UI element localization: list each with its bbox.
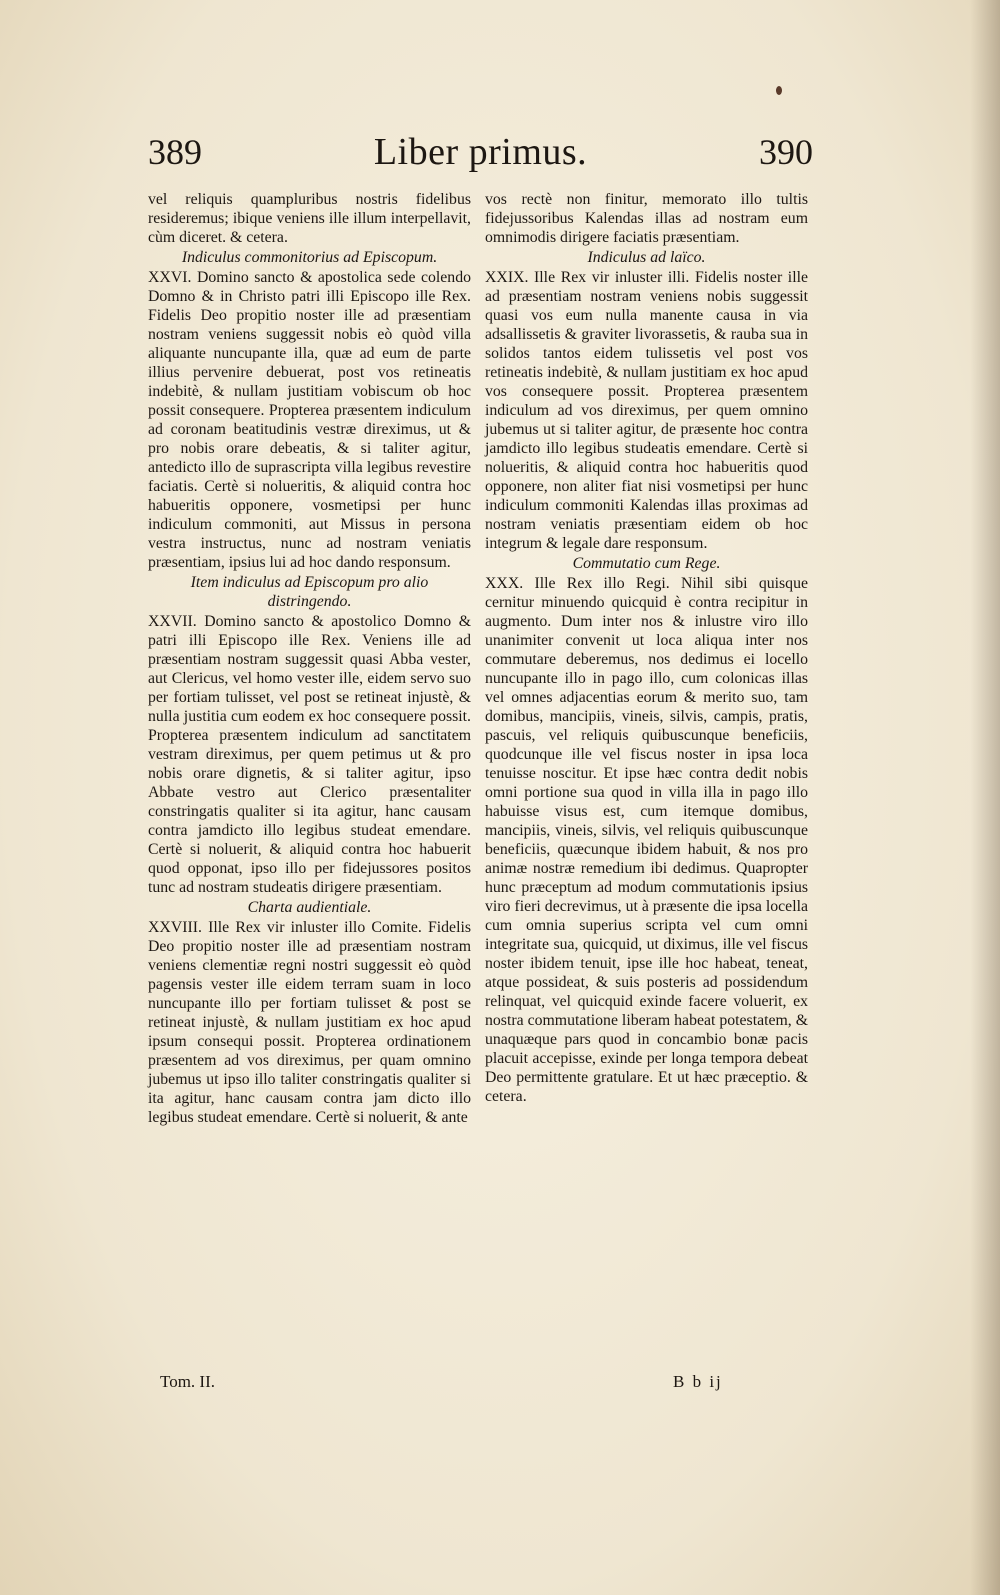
page-number-left: 389 <box>148 132 202 172</box>
left-column <box>148 190 471 1127</box>
paragraph: XXVIII. Ille Rex vir inluster illo Comite. Fidelis Deo propitio noster ille ad præsentiam nostram veniens clementiæ regni nostri suggessit eò quòd pagensis vester ille eidem terram suam in loco nuncupante illo per fortiam tulisset & post se retineat injustè, & nullam justitiam ex hoc apud ipsum consequi possit. Propterea ordinationem præsentem ad vos direximus, per quam omnino jubemus ut ipso illo taliter constringatis qualiter si ita agitur, hanc causam contra jam dicto illo legibus studeat emendare. Certè si noluerit, & ante <box>148 919 471 1126</box>
paragraph: vos rectè non finitur, memorato illo tultis fidejussoribus Kalendas illas ad nostram eum omnimodis dirigere faciatis præsentiam. <box>485 191 808 246</box>
section-rubric: Charta audientiale. <box>247 899 372 916</box>
paragraph: XXX. Ille Rex illo Regi. Nihil sibi quisque cernitur minuendo quicquid è contra recipitur in augmento. Dum inter nos & inlustre viro illo unanimiter convenit ut loca aliqua inter nos commutare deberemus, nos dedimus ei locello nuncupante illo in pago illo, cum colonicas illas vel omnes adjacentias eorum & merito suo, tam domibus, mancipiis, vineis, silvis, campis, pratis, pascuis, vel reliquis quibuscunque beneficiis, quodcunque ille vel fiscus noster in ipsa loca tenuisse noscitur. Et ipse hæc contra dedit nobis omni portione sua quod in villa illa in pago illo habuisse visus est, cum itemque domibus, mancipiis, vineis, silvis, vel reliquis quibuscunque beneficiis, quæcunque ibidem habuit, & nos pro animæ nostræ remedium ibi dedimus. Quapropter hunc præceptum ad modum commutationis ipsius viro fieri decrevimus, ut à præsente die ipsa locella cum omnia superius scripta vel cum omni integritate sua, quicquid, ut diximus, ille vel fiscus noster ibidem tenuit, ipse ille hoc habeat, teneat, atque possideat, & suis posteris ad possidendum relinquat, vel quicquid exinde facere voluerit, ex nostra commutatione liberam habeat potestatem, & unaquæque pars quod in concambio bonæ pacis placuit accepisse, exinde per longa tempora debeat Deo permittente gratulare. Et ut hæc præceptio. & cetera. <box>485 575 808 1105</box>
running-header <box>148 132 813 180</box>
section-rubric: Indiculus ad laïco. <box>587 249 706 266</box>
page-number-right: 390 <box>759 132 813 172</box>
paragraph: XXVI. Domino sancto & apostolica sede colendo Domno & in Christo patri illi Episcopo ille Rex. Fidelis Deo propitio noster ille ad præsentiam nostram veniens suggessit nobis eò quòd villa aliquante nuncupante illa, quæ ad eum de parte illius pervenire debuerat, post vos retineatis indebitè, & nullam justitiam vobiscum ob hoc possit consequere. Propterea præsentem indiculum ad coronam beatitudinis vestræ direximus, ut & pro nobis orare debeatis, & si taliter agitur, antedicto illo de suprascripta villa legibus revestire faciatis. Certè si nolueritis, & aliquid contra hoc habueritis opponere, vosmetipsi per hunc indiculum commoniti, aut Missus in persona vestra instructus, nunc ad nostram veniatis præsentiam, ipsius lui ad hoc dando responsum. <box>148 269 471 571</box>
section-rubric: Item indiculus ad Episcopum pro alio distringendo. <box>190 574 429 610</box>
page-edge-shadow <box>970 0 1000 1595</box>
footer-signature: B b ij <box>673 1372 723 1391</box>
paragraph: XXVII. Domino sancto & apostolico Domno & patri illi Episcopo ille Rex. Veniens ille ad præsentiam nostram suggessit quasi Abba vester, aut Clericus, vel homo vester ille, eidem servo suo per fortiam tulisset, vel post se retineat injustè, & nulla justitia cum eodem ex hoc consequere possit. Propterea præsentem indiculum ad sanctitatem vestram direximus, per quem petimus ut & pro nobis orare dignetis, & si taliter agitur, ipso Abbate vestro aut Clerico præsentaliter constringatis qualiter si ita agitur, hanc causam contra jamdicto illo legibus studeat emendare. Certè si noluerit, & aliquid contra hoc habuerit quod opponat, ipso illo per fidejussores positos tunc ad nostram studeatis dirigere præsentiam. <box>148 613 471 896</box>
right-column <box>485 190 808 1106</box>
section-rubric: Commutatio cum Rege. <box>572 555 721 572</box>
ink-spot <box>776 86 782 95</box>
section-rubric: Indiculus commonitorius ad Episcopum. <box>181 249 438 266</box>
paragraph: vel reliquis quampluribus nostris fidelibus resideremus; ibique veniens ille illum interpellavit, cùm diceret. & cetera. <box>148 191 471 246</box>
running-title: Liber primus. <box>373 131 588 173</box>
paragraph: XXIX. Ille Rex vir inluster illi. Fidelis noster ille ad præsentiam nostram veniens nobis suggessit quasi vos eum nulla manente causa in via adsallissetis & graviter livorassetis, & rauba sua in solidos tantos eidem tulissetis vel post vos retineatis indebitè, & nullam justitiam ex hoc apud vos consequere possit. Propterea præsentem indiculum ad vos direximus, per quem omnino jubemus ut si taliter agitur, de præsente hoc contra jamdicto illo legibus studeatis emendare. Certè si nolueritis, & aliquid contra hoc habueritis quod opponere, non aliter fiat nisi vosmetipsi per hunc indiculum commoniti Kalendas illas proximas ad nostram veniatis præsentiam eidem ob hoc integrum & legale dare responsum. <box>485 269 808 552</box>
footer-volume: Tom. II. <box>160 1372 215 1391</box>
